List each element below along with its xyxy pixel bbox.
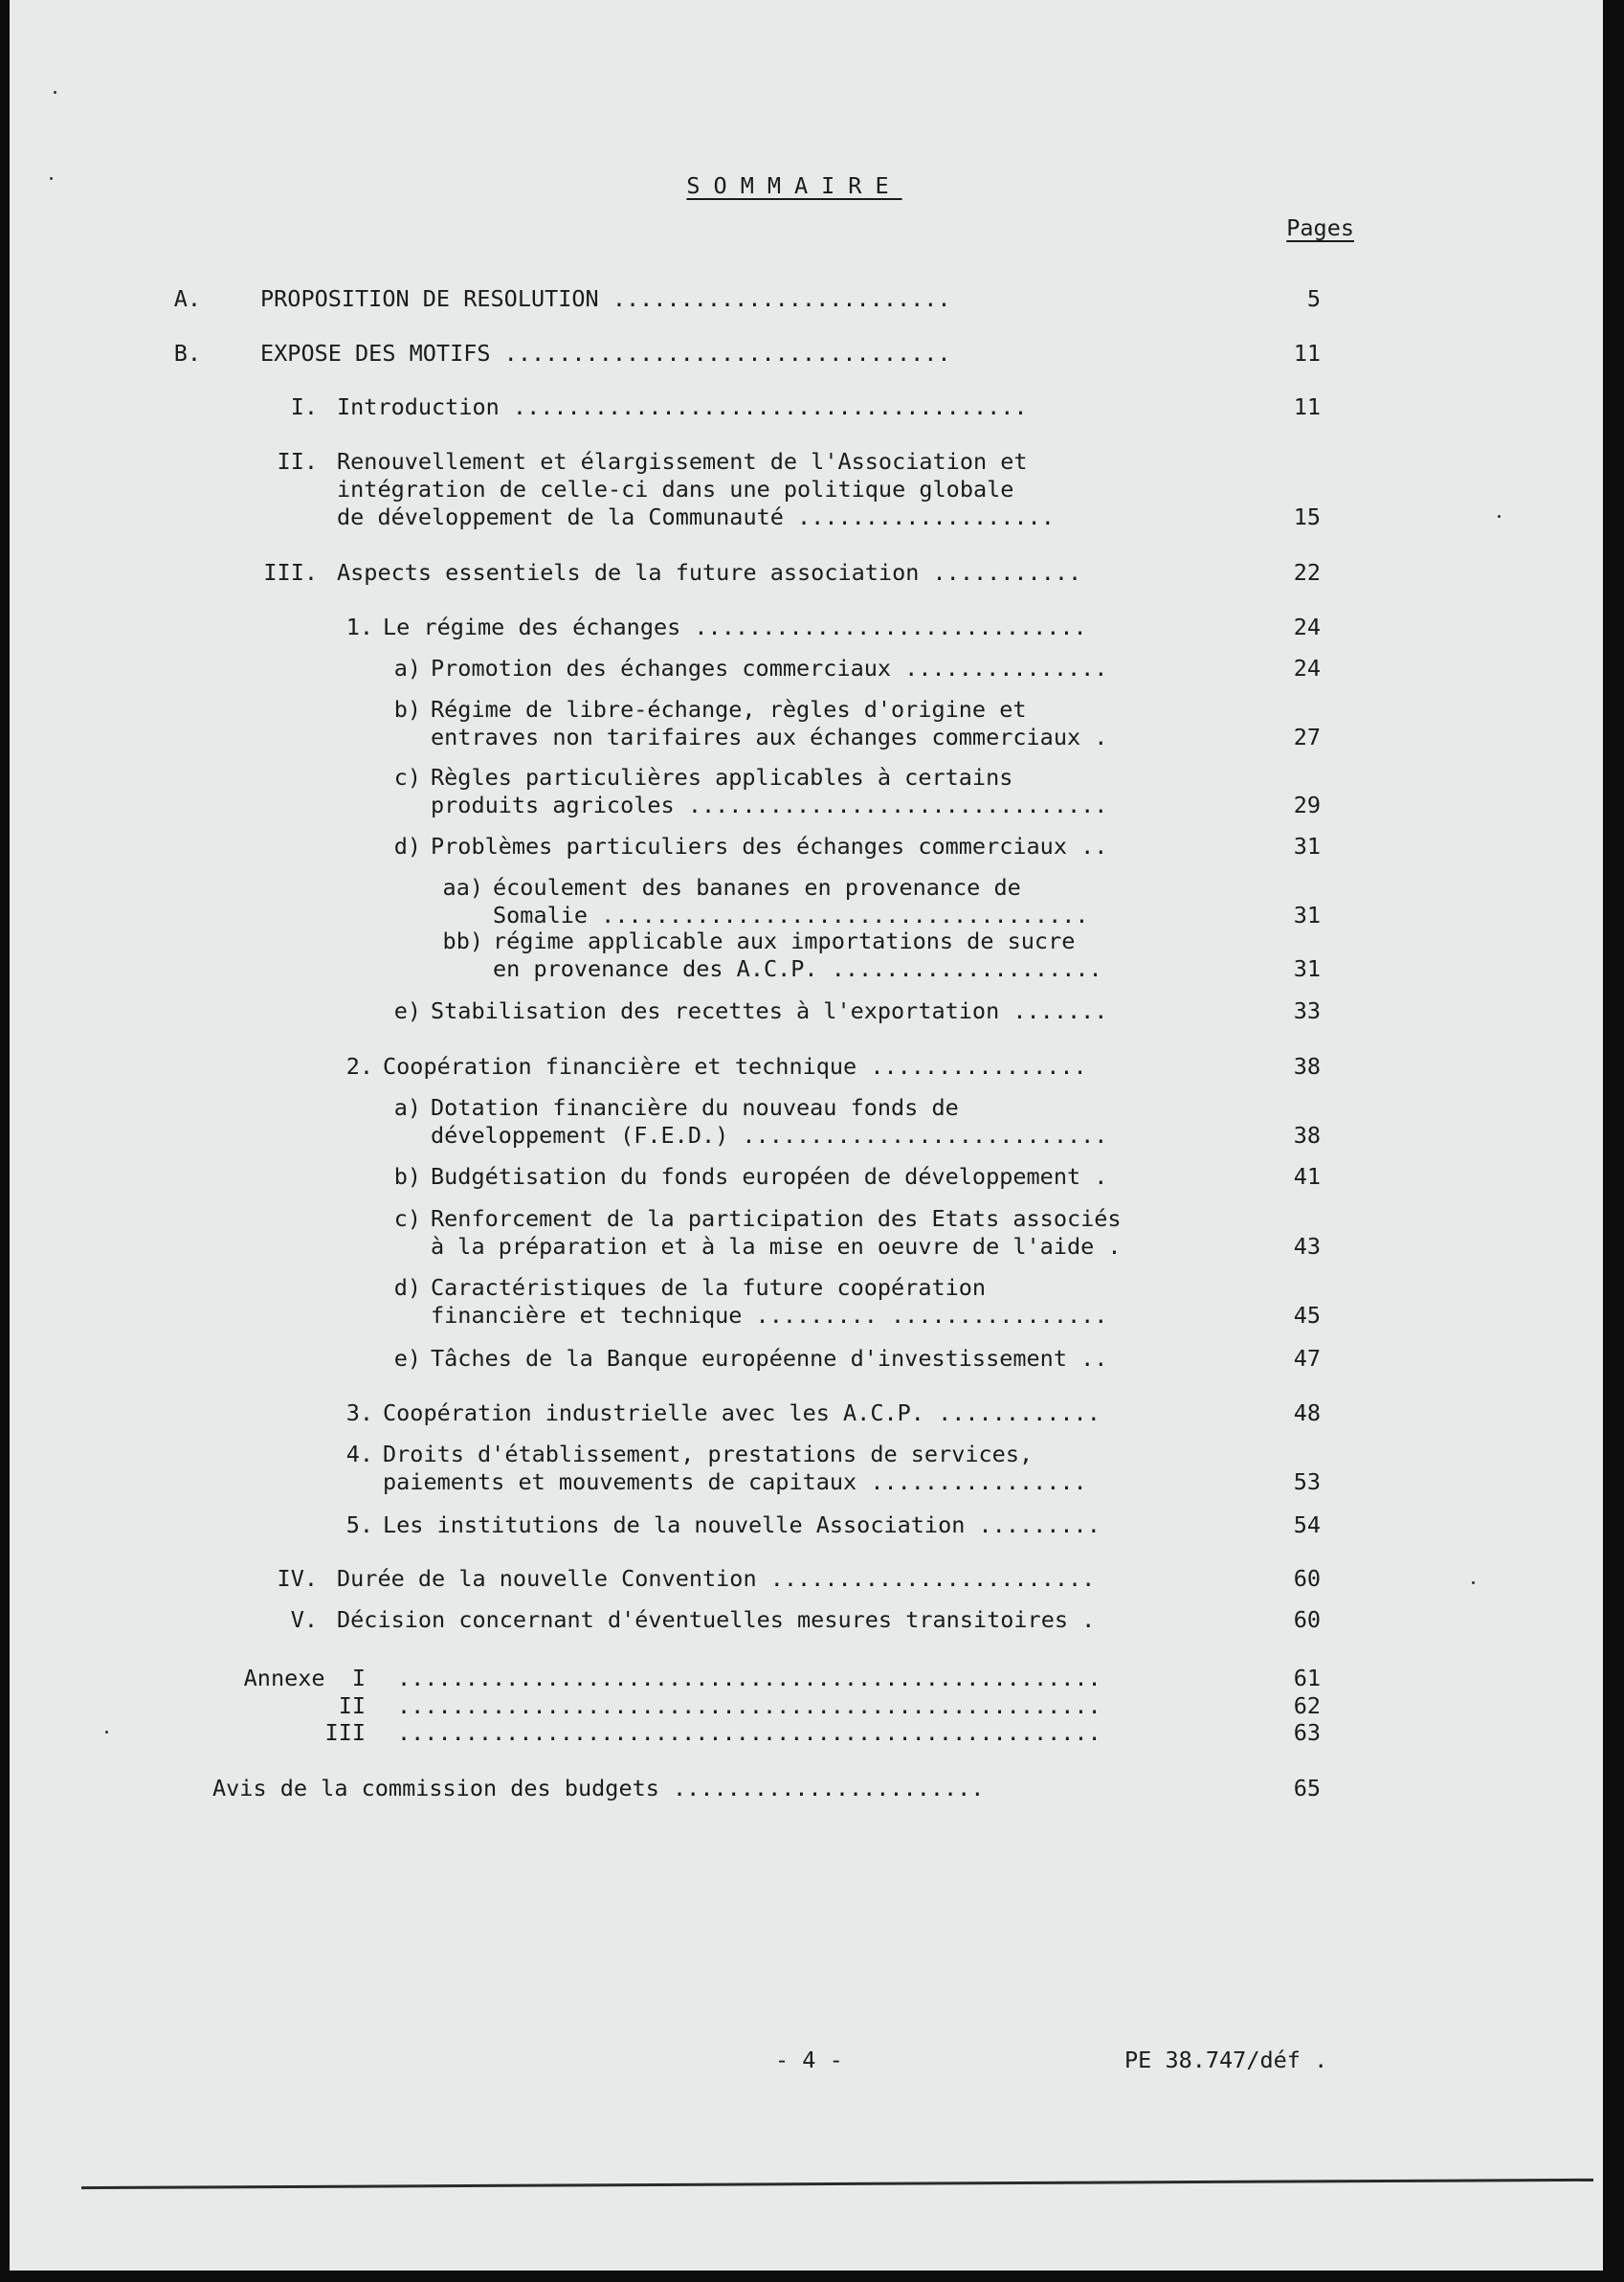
toc-entry-label: régime applicable aux importations de sucre	[493, 928, 1076, 954]
scan-speck	[105, 1731, 108, 1734]
toc-entry-number: e)	[393, 997, 421, 1024]
toc-entry-label: Stabilisation des recettes à l'exportation .......	[431, 997, 1108, 1024]
toc-entry-number: I.	[290, 393, 318, 420]
toc-entry-page: 31	[1293, 833, 1321, 860]
toc-entry-label: de développement de la Communauté ...................	[337, 503, 1055, 530]
toc-entry-page: 54	[1293, 1511, 1321, 1538]
toc-entry-number: a)	[393, 655, 421, 682]
toc-entry-label: Coopération industrielle avec les A.C.P. ............	[383, 1399, 1101, 1426]
toc-entry-page: 65	[1293, 1775, 1321, 1801]
toc-entry-page: 43	[1293, 1233, 1321, 1260]
toc-entry-number: c)	[393, 764, 421, 791]
toc-entry-number: 1.	[345, 614, 373, 640]
toc-entry-label: Règles particulières applicables à certains	[431, 764, 1013, 791]
toc-entry-page: 31	[1293, 902, 1321, 928]
toc-entry-page: 38	[1293, 1053, 1321, 1080]
scan-speck	[54, 91, 56, 94]
toc-entry-label: paiements et mouvements de capitaux ................	[383, 1468, 1087, 1495]
scan-speck	[50, 177, 53, 180]
toc-entry-page: 5	[1306, 285, 1321, 312]
toc-entry-label: Aspects essentiels de la future association ...........	[337, 559, 1082, 586]
toc-entry-number: II	[338, 1692, 366, 1719]
toc-entry-label: Promotion des échanges commerciaux ...............	[431, 655, 1108, 682]
page-title: SOMMAIRE	[686, 172, 902, 199]
toc-entry-page: 47	[1293, 1345, 1321, 1372]
toc-entry-page: 41	[1293, 1163, 1321, 1190]
toc-entry-number: b)	[393, 1163, 421, 1190]
toc-entry-label: financière et technique ......... ................	[431, 1302, 1108, 1329]
bottom-rule	[81, 2179, 1593, 2189]
toc-entry-page: 53	[1293, 1468, 1321, 1495]
toc-entry-number: aa)	[442, 874, 483, 901]
toc-entry-label: Régime de libre-échange, règles d'origine et	[431, 696, 1027, 723]
toc-entry-page: 24	[1293, 614, 1321, 640]
toc-entry-number: 5.	[345, 1511, 373, 1538]
toc-entry-label: ....................................................	[397, 1719, 1101, 1746]
toc-entry-label: Tâches de la Banque européenne d'investissement ..	[431, 1345, 1108, 1372]
toc-entry-page: 15	[1293, 503, 1321, 530]
toc-entry-label: Dotation financière du nouveau fonds de	[431, 1094, 959, 1121]
toc-entry-label: Caractéristiques de la future coopération	[431, 1274, 987, 1301]
toc-entry-label: Introduction ......................................	[337, 393, 1028, 420]
toc-entry-label: EXPOSE DES MOTIFS .................................	[260, 340, 951, 367]
toc-entry-label: en provenance des A.C.P. ....................	[493, 955, 1102, 982]
toc-entry-page: 61	[1293, 1665, 1321, 1691]
footer-page-number: - 4 -	[775, 2047, 843, 2073]
toc-entry-label: écoulement des bananes en provenance de	[493, 874, 1021, 901]
toc-entry-label: Renouvellement et élargissement de l'Association et	[337, 448, 1028, 475]
toc-entry-page: 63	[1293, 1719, 1321, 1746]
scan-speck	[1498, 515, 1501, 518]
toc-entry-label: Durée de la nouvelle Convention ........................	[337, 1565, 1096, 1592]
toc-entry-label: Coopération financière et technique ................	[383, 1053, 1087, 1080]
toc-entry-number: III.	[263, 559, 318, 586]
toc-entry-number: 3.	[345, 1399, 373, 1426]
toc-entry-label: Budgétisation du fonds européen de développement .	[431, 1163, 1108, 1190]
toc-entry-page: 27	[1293, 724, 1321, 750]
toc-entry-label: Problèmes particuliers des échanges commerciaux ..	[431, 833, 1108, 860]
toc-entry-number: b)	[393, 696, 421, 723]
toc-entry-label: Avis de la commission des budgets .......................	[212, 1775, 985, 1801]
toc-entry-label: Le régime des échanges .............................	[383, 614, 1087, 640]
toc-entry-page: 29	[1293, 792, 1321, 818]
toc-entry-page: 11	[1293, 393, 1321, 420]
toc-entry-label: Droits d'établissement, prestations de services,	[383, 1441, 1034, 1467]
toc-entry-page: 60	[1293, 1565, 1321, 1592]
toc-entry-number: bb)	[442, 928, 483, 954]
toc-entry-label: entraves non tarifaires aux échanges commerciaux .	[431, 724, 1108, 750]
toc-entry-number: 4.	[345, 1441, 373, 1467]
toc-entry-page: 11	[1293, 340, 1321, 367]
toc-entry-number: d)	[393, 1274, 421, 1301]
toc-entry-number: III	[324, 1719, 366, 1746]
toc-entry-page: 33	[1293, 997, 1321, 1024]
document-page	[10, 0, 1603, 2271]
toc-entry-page: 22	[1293, 559, 1321, 586]
toc-entry-number: IV.	[277, 1565, 318, 1592]
toc-entry-page: 48	[1293, 1399, 1321, 1426]
toc-entry-label: PROPOSITION DE RESOLUTION .........................	[260, 285, 951, 312]
toc-entry-label: Décision concernant d'éventuelles mesures transitoires .	[337, 1606, 1096, 1633]
scan-speck	[1472, 1581, 1475, 1584]
footer-document-reference: PE 38.747/déf .	[1124, 2047, 1328, 2073]
toc-entry-page: 62	[1293, 1692, 1321, 1719]
toc-entry-label: intégration de celle-ci dans une politique globale	[337, 476, 1014, 503]
toc-entry-number: A.	[173, 285, 201, 312]
toc-entry-number: II.	[277, 448, 318, 475]
toc-entry-page: 60	[1293, 1606, 1321, 1633]
toc-entry-page: 38	[1293, 1122, 1321, 1149]
toc-entry-label: développement (F.E.D.) ...........................	[431, 1122, 1108, 1149]
toc-entry-label: Somalie ....................................	[493, 902, 1089, 928]
toc-entry-number: Annexe I	[243, 1665, 366, 1691]
toc-entry-page: 45	[1293, 1302, 1321, 1329]
toc-entry-number: d)	[393, 833, 421, 860]
toc-entry-number: B.	[173, 340, 201, 367]
pages-column-header: Pages	[1286, 214, 1354, 241]
toc-entry-number: c)	[393, 1205, 421, 1232]
toc-entry-label: Les institutions de la nouvelle Association .........	[383, 1511, 1101, 1538]
toc-entry-page: 24	[1293, 655, 1321, 682]
toc-entry-label: à la préparation et à la mise en oeuvre de l'aide .	[431, 1233, 1122, 1260]
toc-entry-number: 2.	[345, 1053, 373, 1080]
toc-entry-page: 31	[1293, 955, 1321, 982]
toc-entry-label: ....................................................	[397, 1692, 1101, 1719]
toc-entry-number: e)	[393, 1345, 421, 1372]
toc-entry-label: produits agricoles ...............................	[431, 792, 1108, 818]
toc-entry-number: V.	[290, 1606, 318, 1633]
toc-entry-label: ....................................................	[397, 1665, 1101, 1691]
toc-entry-label: Renforcement de la participation des Etats associés	[431, 1205, 1122, 1232]
toc-entry-number: a)	[393, 1094, 421, 1121]
